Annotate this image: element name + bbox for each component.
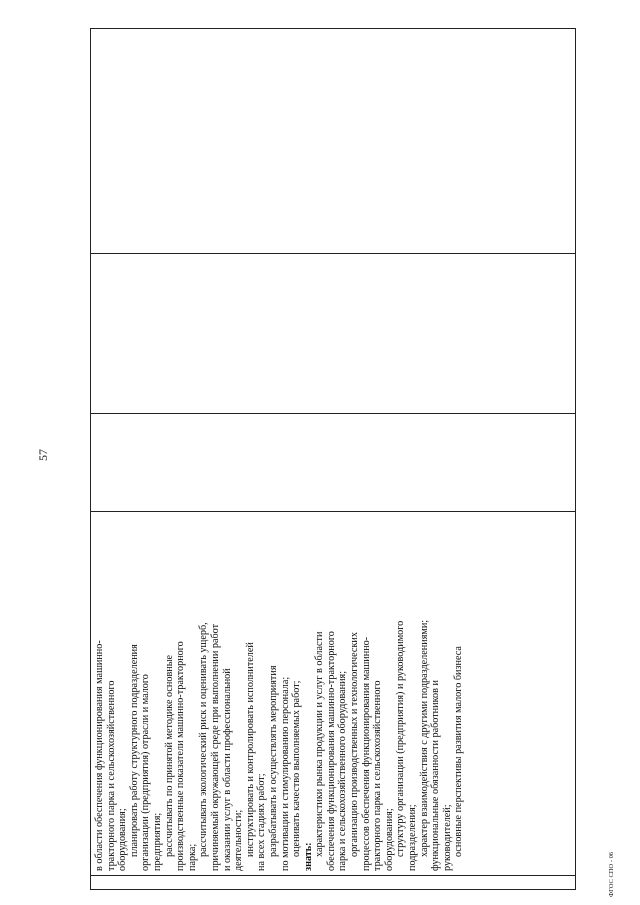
text-line: организацию производственных и технологических [349,632,361,857]
table-column-competencies [91,511,575,875]
text-line: подразделения; [407,804,419,871]
text-line: и оказании услуг в области профессиональной [221,668,233,871]
text-line: планировать работу структурного подразделения [128,644,140,857]
text-line: оценивать качество выполняемых работ; [291,680,303,857]
text-line: разрабатывать и осуществлять мероприятия [267,665,279,857]
text-line: функциональные обязанности работников и [430,680,442,871]
text-line: инструктировать и контролировать исполнителей [244,642,256,857]
text-line: структуру организации (предприятия) и руководимого [395,620,407,857]
text-line: оборудования; [383,808,395,871]
text-line: парка и сельскохозяйственного оборудования; [337,670,349,871]
text-line: оборудования; [117,808,129,871]
text-line: причиняемый окружающей среде при выполнении работ [209,623,221,871]
page-number: 57 [36,449,50,461]
table-column-3 [91,413,575,511]
text-line: на всех стадиях работ; [256,773,268,871]
text-line: в области обеспечения функционирования машинно- [94,640,105,871]
table-column-5 [91,27,575,253]
text-line: основные перспективы развития малого бизнеса [453,646,465,857]
curriculum-table [90,28,576,890]
text-line: процессов обеспечения функционирования машинно- [360,636,372,871]
text-line: тракторного парка и сельскохозяйственного [105,680,117,871]
text-line: организации (предприятия) отрасли и малого [140,674,152,871]
footer-code: ФГОС СПО - 06 [608,851,615,897]
text-line: деятельности; [233,809,245,871]
text-line: характер взаимодействия с другими подразделениями; [418,619,430,857]
text-line: обеспечения функционирования машинно-тракторного [325,631,337,871]
table-column-4 [91,253,575,413]
text-line: знать: [302,842,314,871]
text-line: руководителей; [441,804,453,871]
text-line: тракторного парка и сельскохозяйственного [372,680,384,871]
text-line: по мотивации и стимулированию персонала; [279,676,291,871]
text-line: рассчитывать экологический риск и оценивать ущерб, [198,622,210,857]
competency-text [91,512,465,875]
text-line: парка; [186,843,198,871]
text-line: характеристики рынка продукции и услуг в области [314,631,326,857]
table-column-index [91,875,575,889]
text-line: предприятия; [151,812,163,871]
text-line: производственные показатели машинно-тракторного [175,641,187,871]
text-line: рассчитывать по принятой методике основные [163,654,175,857]
